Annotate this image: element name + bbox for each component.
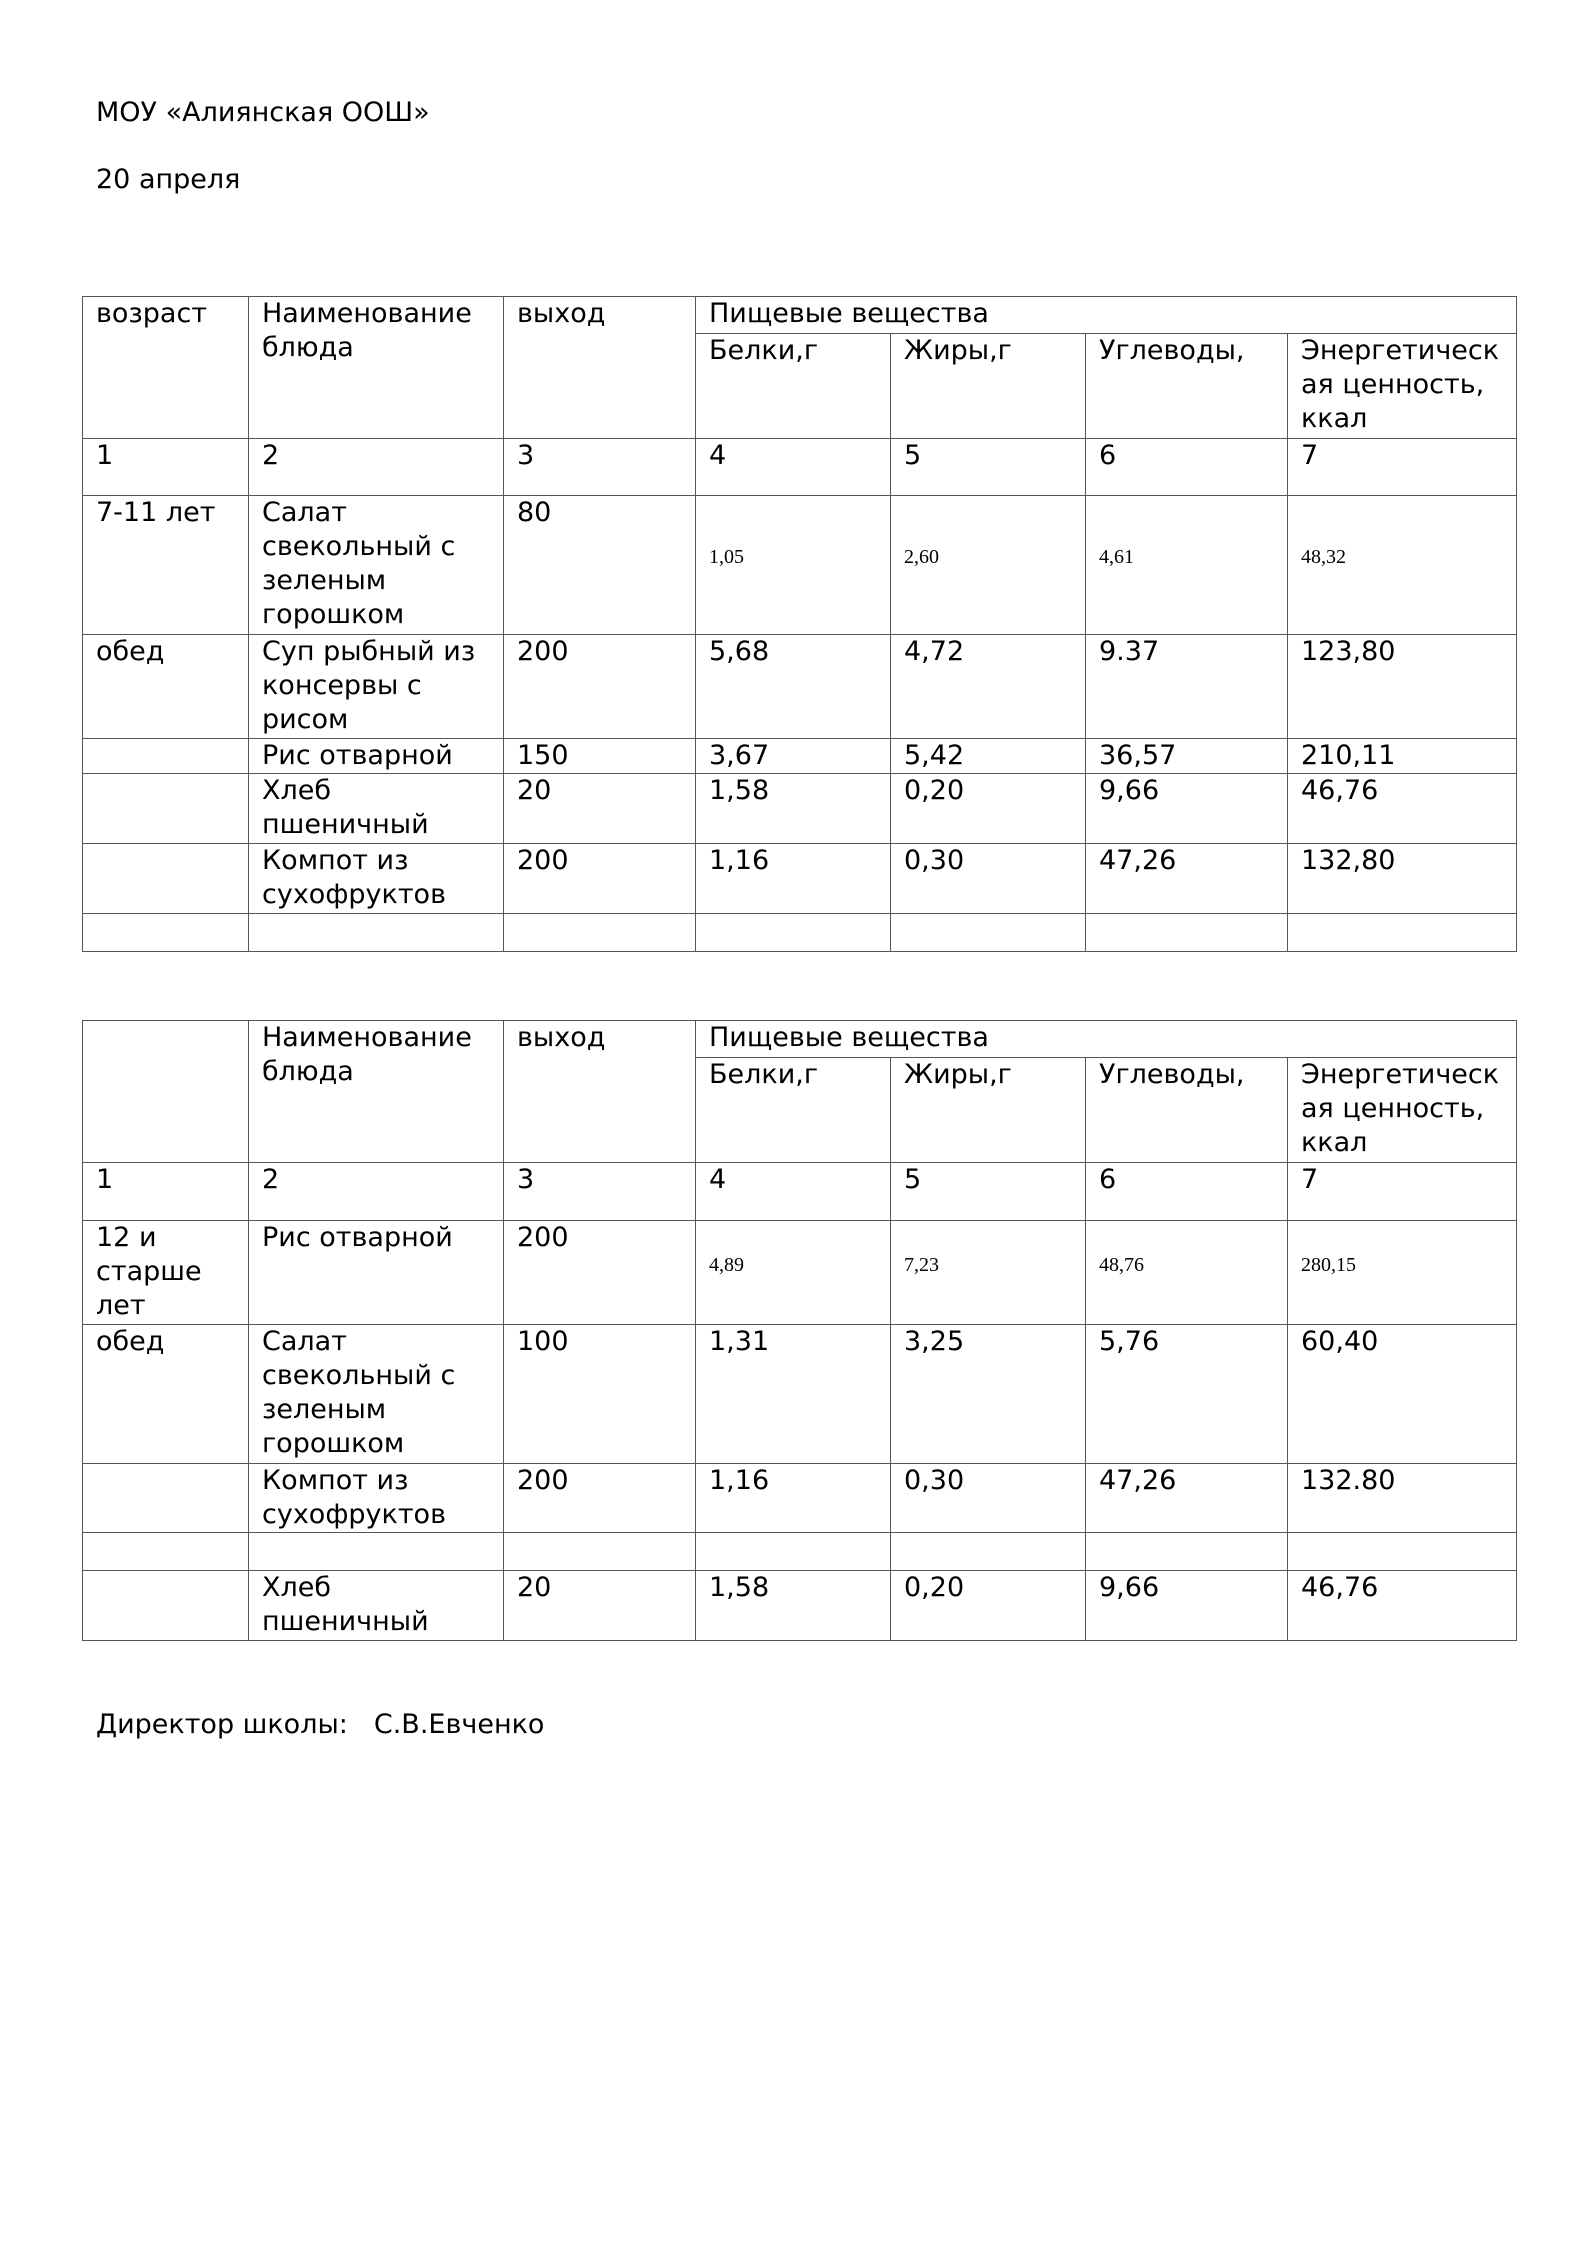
protein-value: 4,89 (709, 1253, 744, 1276)
energy-cell: 60,40 (1288, 1325, 1517, 1464)
header-nutrients: Пищевые вещества (696, 297, 1517, 334)
energy-value: 280,15 (1301, 1253, 1356, 1276)
table-row (83, 1464, 1517, 1533)
column-number: 5 (891, 1163, 1086, 1221)
table-row (83, 1325, 1517, 1464)
carbs-cell: 5,76 (1086, 1325, 1288, 1464)
energy-cell: 132,80 (1288, 844, 1517, 914)
header-nutrients: Пищевые вещества (696, 1021, 1517, 1058)
table-row (83, 739, 1517, 774)
header-dish-name: Наименование блюда (249, 297, 504, 439)
dish-cell: Хлеб пшеничный (249, 774, 504, 844)
fat-cell: 0,20 (891, 774, 1086, 844)
age-cell: 7-11 лет (83, 496, 249, 635)
yield-cell: 200 (504, 1464, 696, 1533)
age-cell: обед (83, 635, 249, 739)
protein-cell (696, 1221, 891, 1325)
fat-cell: 3,25 (891, 1325, 1086, 1464)
column-number: 3 (504, 1163, 696, 1221)
column-number: 1 (83, 439, 249, 496)
carbs-cell (1086, 1221, 1288, 1325)
table-row-empty (83, 914, 1517, 952)
column-number: 2 (249, 1163, 504, 1221)
protein-cell: 1,31 (696, 1325, 891, 1464)
empty-cell (891, 914, 1086, 952)
carbs-cell: 9.37 (1086, 635, 1288, 739)
header-protein: Белки,г (696, 1058, 891, 1163)
dish-cell: Салат свекольный с зеленым горошком (249, 496, 504, 635)
header-dish-name: Наименование блюда (249, 1021, 504, 1163)
header-fat: Жиры,г (891, 334, 1086, 439)
empty-cell (249, 1533, 504, 1571)
table-row (83, 1221, 1517, 1325)
carbs-cell: 47,26 (1086, 1464, 1288, 1533)
column-number: 7 (1288, 439, 1517, 496)
table-row (83, 844, 1517, 914)
dish-cell: Компот из сухофруктов (249, 844, 504, 914)
column-number: 3 (504, 439, 696, 496)
header-protein: Белки,г (696, 334, 891, 439)
carbs-value: 48,76 (1099, 1253, 1144, 1276)
age-cell (83, 1571, 249, 1641)
signature-title: Директор школы: (96, 1709, 348, 1740)
empty-cell (83, 1533, 249, 1571)
dish-cell: Рис отварной (249, 739, 504, 774)
fat-cell: 0,30 (891, 844, 1086, 914)
yield-cell: 200 (504, 1221, 696, 1325)
fat-cell: 4,72 (891, 635, 1086, 739)
yield-cell: 80 (504, 496, 696, 635)
table-row (83, 496, 1517, 635)
empty-cell (696, 1533, 891, 1571)
energy-cell (1288, 1221, 1517, 1325)
fat-value: 2,60 (904, 546, 939, 568)
carbs-value: 4,61 (1099, 546, 1134, 568)
energy-cell: 46,76 (1288, 1571, 1517, 1641)
yield-cell: 20 (504, 1571, 696, 1641)
column-number: 7 (1288, 1163, 1517, 1221)
table-row (83, 1571, 1517, 1641)
table-row (83, 635, 1517, 739)
fat-cell (891, 1221, 1086, 1325)
yield-cell: 150 (504, 739, 696, 774)
empty-cell (891, 1533, 1086, 1571)
yield-cell: 100 (504, 1325, 696, 1464)
energy-cell: 123,80 (1288, 635, 1517, 739)
empty-cell (1086, 1533, 1288, 1571)
fat-cell: 0,30 (891, 1464, 1086, 1533)
signature-line (96, 1708, 544, 1742)
yield-cell: 200 (504, 844, 696, 914)
table-header-row (83, 297, 1517, 334)
menu-date: 20 апреля (96, 164, 241, 195)
header-yield: выход (504, 1021, 696, 1163)
empty-cell (1086, 914, 1288, 952)
empty-cell (504, 914, 696, 952)
protein-cell: 1,58 (696, 774, 891, 844)
age-cell: 12 и старше лет (83, 1221, 249, 1325)
header-yield: выход (504, 297, 696, 439)
empty-cell (1288, 914, 1517, 952)
column-number: 6 (1086, 439, 1288, 496)
carbs-cell: 36,57 (1086, 739, 1288, 774)
energy-cell: 132.80 (1288, 1464, 1517, 1533)
fat-value: 7,23 (904, 1253, 939, 1276)
column-number: 2 (249, 439, 504, 496)
column-number: 4 (696, 439, 891, 496)
dish-cell: Хлеб пшеничный (249, 1571, 504, 1641)
table-row (83, 774, 1517, 844)
header-age: возраст (83, 297, 249, 439)
energy-cell (1288, 496, 1517, 635)
fat-cell: 0,20 (891, 1571, 1086, 1641)
carbs-cell: 9,66 (1086, 774, 1288, 844)
fat-cell: 5,42 (891, 739, 1086, 774)
table-header-row (83, 1021, 1517, 1058)
yield-cell: 20 (504, 774, 696, 844)
protein-cell: 5,68 (696, 635, 891, 739)
protein-cell (696, 496, 891, 635)
header-energy: Энергетическая ценность, ккал (1288, 1058, 1517, 1163)
fat-cell (891, 496, 1086, 635)
empty-cell (504, 1533, 696, 1571)
header-age (83, 1021, 249, 1163)
empty-cell (249, 914, 504, 952)
empty-cell (1288, 1533, 1517, 1571)
header-fat: Жиры,г (891, 1058, 1086, 1163)
age-cell: обед (83, 1325, 249, 1464)
yield-cell: 200 (504, 635, 696, 739)
energy-cell: 46,76 (1288, 774, 1517, 844)
header-carbs: Углеводы, (1086, 334, 1288, 439)
protein-cell: 1,16 (696, 1464, 891, 1533)
protein-cell: 1,58 (696, 1571, 891, 1641)
table-row-empty (83, 1533, 1517, 1571)
carbs-cell (1086, 496, 1288, 635)
column-number: 1 (83, 1163, 249, 1221)
header-carbs: Углеводы, (1086, 1058, 1288, 1163)
menu-table-7-11 (82, 296, 1517, 952)
school-name: МОУ «Алиянская ООШ» (96, 97, 430, 128)
column-number-row (83, 439, 1517, 496)
empty-cell (83, 914, 249, 952)
protein-cell: 1,16 (696, 844, 891, 914)
empty-cell (696, 914, 891, 952)
dish-cell: Салат свекольный с зеленым горошком (249, 1325, 504, 1464)
signature-name: С.В.Евченко (373, 1709, 545, 1740)
column-number: 6 (1086, 1163, 1288, 1221)
energy-value: 48,32 (1301, 546, 1346, 568)
dish-cell: Рис отварной (249, 1221, 504, 1325)
menu-table-12-plus (82, 1020, 1517, 1641)
carbs-cell: 47,26 (1086, 844, 1288, 914)
column-number: 5 (891, 439, 1086, 496)
protein-cell: 3,67 (696, 739, 891, 774)
header-energy: Энергетическая ценность, ккал (1288, 334, 1517, 439)
protein-value: 1,05 (709, 546, 744, 568)
column-number-row (83, 1163, 1517, 1221)
column-number: 4 (696, 1163, 891, 1221)
energy-cell: 210,11 (1288, 739, 1517, 774)
carbs-cell: 9,66 (1086, 1571, 1288, 1641)
dish-cell: Суп рыбный из консервы с рисом (249, 635, 504, 739)
age-cell (83, 1464, 249, 1533)
age-cell (83, 844, 249, 914)
age-cell (83, 774, 249, 844)
dish-cell: Компот из сухофруктов (249, 1464, 504, 1533)
age-cell (83, 739, 249, 774)
